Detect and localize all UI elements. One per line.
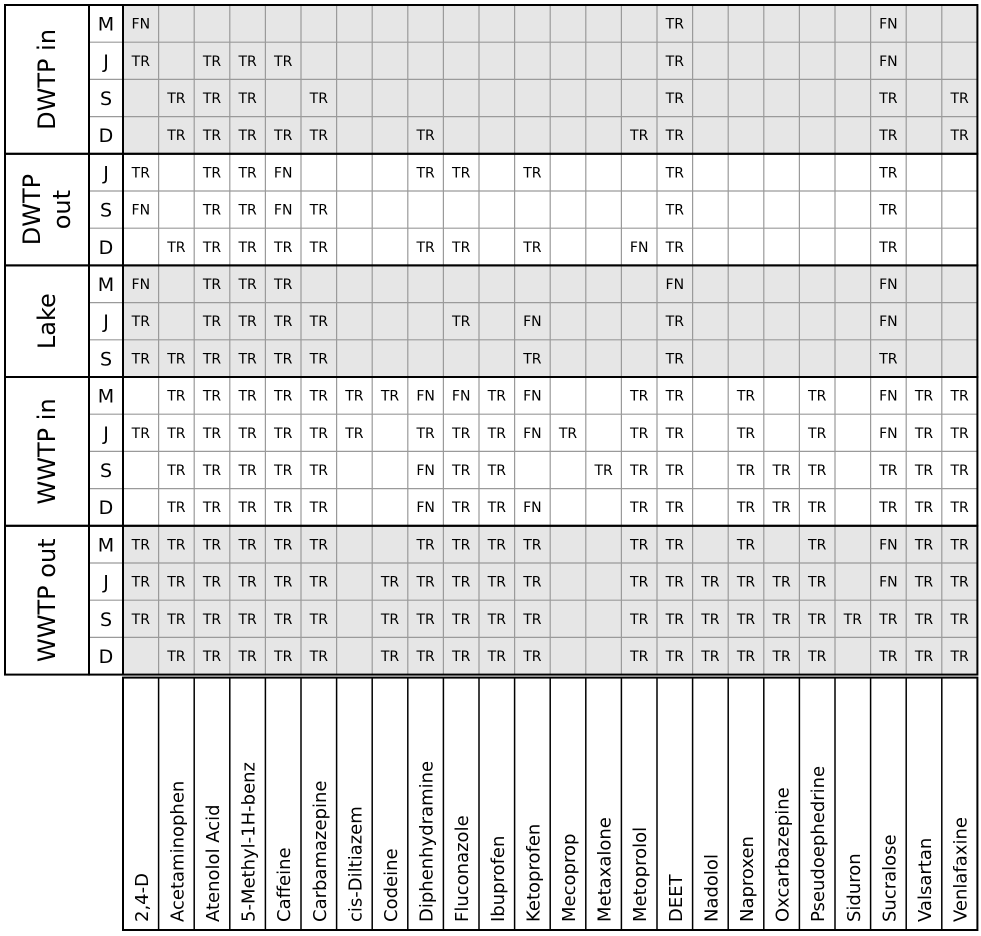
cell-value: FN <box>523 500 542 517</box>
cell-value: TR <box>167 425 186 442</box>
cell-value: TR <box>487 649 506 665</box>
cell-value: TR <box>167 351 186 368</box>
cell-value: TR <box>167 537 186 554</box>
cell-value: TR <box>523 574 542 591</box>
cell-value: TR <box>416 537 435 554</box>
cell-value: TR <box>167 463 186 479</box>
cell-value: TR <box>131 165 150 182</box>
cell-value: TR <box>167 239 186 256</box>
cell-value: TR <box>167 500 186 517</box>
cell-value: TR <box>416 165 435 182</box>
column-label: Valsartan <box>915 837 936 922</box>
cell-value: TR <box>630 611 649 628</box>
cell-value: TR <box>914 574 934 591</box>
cell-value: TR <box>701 574 720 591</box>
cell-value: TR <box>665 239 684 256</box>
cell-value: TR <box>879 91 898 107</box>
cell-value: TR <box>274 277 293 293</box>
column-label: 5-Methyl-1H-benz <box>238 761 260 922</box>
column-label: Siduron <box>843 853 865 922</box>
cell-value: TR <box>202 574 222 591</box>
month-label: J <box>103 311 109 334</box>
cell-value: TR <box>416 128 435 145</box>
cell-value: TR <box>665 388 684 405</box>
cell-value: TR <box>202 388 222 405</box>
cell-value: TR <box>238 574 257 591</box>
cell-value: FN <box>629 239 649 256</box>
cell-value: TR <box>274 314 293 331</box>
cell-value: TR <box>665 500 684 517</box>
cell-value: TR <box>238 463 257 479</box>
column-label: Fluconazole <box>452 815 474 922</box>
cell-value: TR <box>452 611 471 628</box>
month-label: D <box>98 646 114 668</box>
cell-value: TR <box>736 574 756 591</box>
column-label: Carbamazepine <box>309 780 331 922</box>
cell-value: TR <box>452 537 471 554</box>
cell-value: TR <box>380 611 400 628</box>
cell-value: TR <box>167 649 186 665</box>
cell-value: TR <box>665 537 684 554</box>
cell-value: TR <box>630 574 649 591</box>
cell-value: TR <box>665 314 684 331</box>
cell-value: TR <box>380 574 400 591</box>
cell-value: FN <box>879 314 898 331</box>
cell-value: TR <box>202 53 222 70</box>
column-label: Metoprolol <box>630 826 652 922</box>
cell-value: FN <box>131 277 151 293</box>
cell-value: TR <box>487 611 506 628</box>
cell-value: TR <box>665 165 684 182</box>
cell-value: TR <box>630 128 649 145</box>
cell-value: TR <box>808 574 827 591</box>
cell-value: FN <box>879 388 898 405</box>
cell-value: TR <box>487 574 506 591</box>
cell-value: TR <box>736 611 756 628</box>
cell-value: TR <box>950 574 969 591</box>
cell-value: TR <box>665 351 684 368</box>
cell-value: TR <box>380 388 400 405</box>
cell-value: TR <box>274 425 293 442</box>
cell-value: TR <box>238 314 257 331</box>
cell-value: TR <box>238 91 257 107</box>
cell-value: TR <box>630 425 649 442</box>
cell-value: FN <box>879 537 898 554</box>
cell-value: TR <box>274 388 293 405</box>
column-label: Ibuprofen <box>487 835 509 922</box>
cell-value: TR <box>131 574 150 591</box>
cell-value: TR <box>202 351 222 368</box>
cell-value: TR <box>701 649 720 665</box>
cell-value: TR <box>309 202 328 219</box>
cell-value: TR <box>950 611 969 628</box>
cell-value: FN <box>416 500 435 517</box>
cell-value: TR <box>879 128 898 145</box>
cell-value: TR <box>416 239 435 256</box>
cell-value: TR <box>416 649 435 665</box>
cell-value: TR <box>879 239 898 256</box>
cell-value: TR <box>701 611 720 628</box>
cell-value: FN <box>273 165 293 182</box>
cell-value: TR <box>914 649 934 665</box>
cell-value: TR <box>309 388 328 405</box>
group-label-wwtp-in: WWTP in <box>33 398 61 505</box>
cell-value: TR <box>238 128 257 145</box>
cell-value: FN <box>416 463 435 479</box>
cell-value: TR <box>808 537 827 554</box>
cell-value: TR <box>665 16 684 33</box>
cell-value: TR <box>131 611 150 628</box>
cell-value: TR <box>274 611 293 628</box>
cell-value: TR <box>772 500 791 517</box>
group-label-wwtp-out: WWTP out <box>33 538 61 662</box>
cell-value: TR <box>879 463 898 479</box>
cell-value: TR <box>879 351 898 368</box>
cell-value: TR <box>665 53 684 70</box>
cell-value: TR <box>416 574 435 591</box>
cell-value: FN <box>416 388 435 405</box>
column-label: Diphenhydramine <box>416 760 438 922</box>
group-label-dwtp-out: DWTPout <box>18 173 76 246</box>
cell-value: TR <box>238 611 257 628</box>
cell-value: TR <box>736 425 756 442</box>
cell-value: TR <box>274 500 293 517</box>
cell-value: TR <box>309 537 328 554</box>
cell-value: TR <box>808 649 827 665</box>
cell-value: TR <box>452 314 471 331</box>
column-label: Atenolol Acid <box>203 804 224 922</box>
month-label: D <box>98 125 114 148</box>
cell-value: TR <box>452 425 471 442</box>
cell-value: FN <box>131 202 151 219</box>
cell-value: TR <box>274 351 293 368</box>
cell-value: TR <box>167 388 186 405</box>
cell-value: FN <box>879 53 898 70</box>
cell-value: FN <box>273 202 293 219</box>
cell-value: TR <box>452 574 471 591</box>
cell-value: TR <box>914 537 934 554</box>
cell-value: TR <box>772 611 791 628</box>
cell-value: TR <box>487 537 506 554</box>
month-label: S <box>99 460 113 482</box>
cell-value: TR <box>843 611 862 628</box>
month-label: S <box>99 88 113 110</box>
cell-value: TR <box>772 463 791 479</box>
cell-value: TR <box>452 500 471 517</box>
column-label: DEET <box>665 874 687 922</box>
cell-value: TR <box>309 91 328 107</box>
cell-value: TR <box>202 425 222 442</box>
month-label: S <box>99 608 113 631</box>
cell-value: TR <box>167 91 186 107</box>
month-label: M <box>97 274 115 296</box>
cell-value: TR <box>736 500 756 517</box>
cell-value: TR <box>131 53 150 70</box>
cell-value: TR <box>131 425 150 442</box>
cell-value: TR <box>309 463 328 479</box>
column-label: Mecoprop <box>559 833 580 922</box>
cell-value: TR <box>736 537 756 554</box>
cell-value: TR <box>238 425 257 442</box>
cell-value: TR <box>487 500 506 517</box>
cell-value: TR <box>238 53 257 70</box>
cell-value: TR <box>914 611 934 628</box>
month-label: M <box>97 385 115 408</box>
column-label: Nadolol <box>701 854 723 922</box>
cell-value: TR <box>309 351 328 368</box>
cell-value: TR <box>879 202 898 219</box>
cell-value: TR <box>950 128 969 145</box>
cell-value: TR <box>309 314 328 331</box>
column-label: Acetaminophen <box>167 780 189 922</box>
cell-value: TR <box>202 314 222 331</box>
month-label: S <box>99 348 113 371</box>
cell-value: TR <box>630 649 649 665</box>
cell-value: TR <box>131 351 150 368</box>
cell-value: TR <box>238 202 257 219</box>
cell-value: TR <box>238 277 257 293</box>
cell-value: TR <box>950 425 969 442</box>
column-label: Pseudoephedrine <box>808 765 830 922</box>
cell-value: TR <box>238 649 257 665</box>
cell-value: TR <box>736 388 756 405</box>
cell-value: TR <box>238 351 257 368</box>
column-label: Naproxen <box>737 836 758 922</box>
cell-value: TR <box>665 91 684 107</box>
cell-value: TR <box>167 128 186 145</box>
cell-value: TR <box>879 649 898 665</box>
cell-value: FN <box>879 277 898 293</box>
cell-value: TR <box>167 611 186 628</box>
cell-value: TR <box>202 202 222 219</box>
cell-value: TR <box>523 537 542 554</box>
cell-value: TR <box>274 128 293 145</box>
cell-value: TR <box>452 165 471 182</box>
cell-value: TR <box>665 574 684 591</box>
column-label: Ketoprofen <box>523 823 545 922</box>
cell-value: FN <box>879 425 898 442</box>
cell-value: TR <box>950 649 969 665</box>
column-headers <box>123 678 977 930</box>
cell-value: FN <box>665 277 685 293</box>
cell-value: TR <box>309 574 328 591</box>
column-label: 2,4-D <box>131 873 153 922</box>
cell-value: TR <box>772 649 791 665</box>
cell-value: FN <box>131 16 151 33</box>
cell-value: TR <box>914 463 934 479</box>
month-label: M <box>97 13 115 36</box>
cell-value: FN <box>523 314 542 331</box>
cell-value: TR <box>274 463 293 479</box>
cell-value: FN <box>523 425 542 442</box>
cell-value: TR <box>594 463 613 479</box>
cell-value: TR <box>665 202 684 219</box>
cell-value: TR <box>950 91 969 107</box>
cell-value: TR <box>238 537 257 554</box>
cell-value: TR <box>487 425 506 442</box>
cell-value: TR <box>914 425 934 442</box>
cell-value: TR <box>202 128 222 145</box>
cell-value: TR <box>167 574 186 591</box>
cell-value: TR <box>523 351 542 368</box>
cell-value: TR <box>309 649 328 665</box>
cell-value: TR <box>202 537 222 554</box>
cell-value: TR <box>808 463 827 479</box>
cell-value: TR <box>630 500 649 517</box>
cell-value: TR <box>309 425 328 442</box>
cell-value: TR <box>879 611 898 628</box>
cell-value: TR <box>380 649 400 665</box>
cell-value: FN <box>523 388 542 405</box>
cell-value: TR <box>950 500 969 517</box>
cell-value: TR <box>416 611 435 628</box>
cell-value: TR <box>202 463 222 479</box>
month-label: D <box>98 236 114 259</box>
cell-value: TR <box>630 463 649 479</box>
cell-value: TR <box>274 53 293 70</box>
month-label: J <box>103 571 109 594</box>
cell-value: TR <box>131 537 150 554</box>
cell-value: FN <box>879 16 898 33</box>
column-label: Sucralose <box>879 834 901 922</box>
cell-value: TR <box>274 574 293 591</box>
cell-value: TR <box>238 165 257 182</box>
cell-value: TR <box>274 537 293 554</box>
cell-value: TR <box>487 388 506 405</box>
cell-value: TR <box>309 128 328 145</box>
month-label: J <box>103 50 109 73</box>
cell-value: TR <box>202 277 222 293</box>
cell-value: TR <box>487 463 506 479</box>
cell-value: TR <box>808 388 827 405</box>
column-label: Venlafaxine <box>950 817 972 922</box>
group-label-dwtp-in: DWTP in <box>33 28 61 130</box>
cell-value: TR <box>309 239 328 256</box>
cell-value: TR <box>202 611 222 628</box>
cell-value: TR <box>772 574 791 591</box>
cell-value: TR <box>630 537 649 554</box>
cell-value: FN <box>451 388 471 405</box>
cell-value: TR <box>950 537 969 554</box>
cell-value: TR <box>808 425 827 442</box>
cell-value: TR <box>274 649 293 665</box>
cell-value: TR <box>131 314 150 331</box>
cell-value: TR <box>452 239 471 256</box>
cell-value: TR <box>202 500 222 517</box>
cell-value: TR <box>274 239 293 256</box>
cell-value: TR <box>630 388 649 405</box>
cell-value: TR <box>523 165 542 182</box>
cell-value: TR <box>914 500 934 517</box>
cell-value: TR <box>558 425 578 442</box>
cell-value: TR <box>452 649 471 665</box>
cell-value: TR <box>523 611 542 628</box>
month-label: J <box>103 162 109 185</box>
cell-value: TR <box>238 239 257 256</box>
column-label: Codeine <box>381 848 402 922</box>
cell-value: FN <box>879 574 898 591</box>
cell-value: TR <box>914 388 934 405</box>
group-label-lake: Lake <box>33 293 61 350</box>
cell-value: TR <box>309 500 328 517</box>
column-label: Caffeine <box>274 847 296 922</box>
cell-value: TR <box>523 649 542 665</box>
cell-value: TR <box>238 500 257 517</box>
cell-value: TR <box>202 165 222 182</box>
cell-value: TR <box>202 239 222 256</box>
month-label: S <box>99 199 113 222</box>
cell-value: TR <box>808 611 827 628</box>
cell-value: TR <box>665 463 684 479</box>
cell-value: TR <box>523 239 542 256</box>
cell-value: TR <box>808 500 827 517</box>
cell-value: TR <box>202 91 222 107</box>
cell-value: TR <box>345 425 364 442</box>
cell-value: TR <box>665 649 684 665</box>
cell-value: TR <box>238 388 257 405</box>
cell-value: TR <box>665 611 684 628</box>
cell-value: TR <box>950 388 969 405</box>
column-label: Metaxalone <box>594 817 616 922</box>
cell-value: TR <box>345 388 364 405</box>
cell-value: TR <box>452 463 471 479</box>
cell-value: TR <box>879 500 898 517</box>
month-label: M <box>97 534 115 557</box>
cell-value: TR <box>736 649 756 665</box>
cell-value: TR <box>879 165 898 182</box>
cell-value: TR <box>202 649 222 665</box>
column-label: Oxcarbazepine <box>772 787 794 922</box>
cell-value: TR <box>309 611 328 628</box>
cell-value: TR <box>665 425 684 442</box>
cell-value: TR <box>736 463 756 479</box>
cell-value: TR <box>950 463 969 479</box>
cell-value: TR <box>665 128 684 145</box>
month-label: J <box>103 422 109 445</box>
cell-value: TR <box>416 425 435 442</box>
month-label: D <box>98 497 114 520</box>
column-label: cis-Diltiazem <box>345 806 367 922</box>
